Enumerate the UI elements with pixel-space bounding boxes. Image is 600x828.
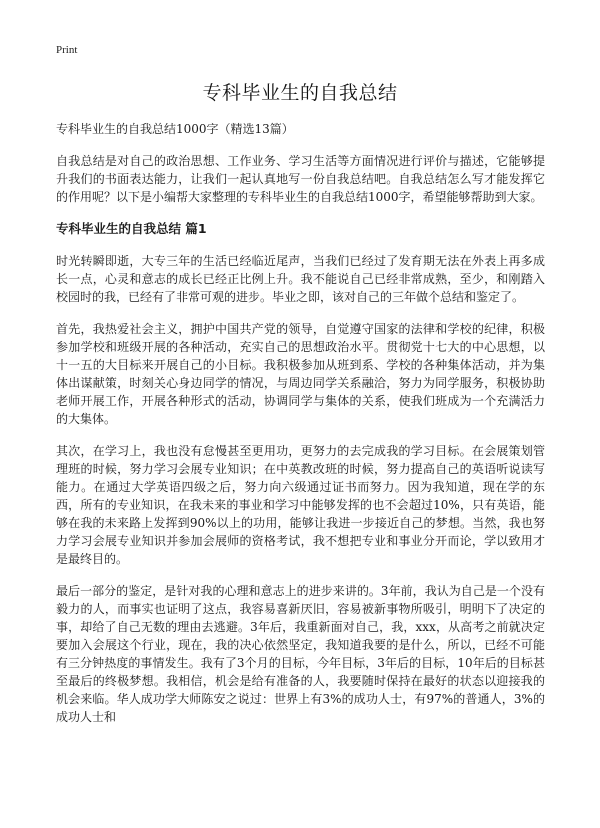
print-label[interactable]: Print (56, 44, 78, 56)
body-paragraph-3: 其次，在学习上，我也没有怠慢甚至更用功，更努力的去完成我的学习目标。在会展策划管理班的时候，努力学习会展专业知识；在中英教改班的时候，努力提高自己的英语听说读写能力。在通过大学英语四级之后，努力向六级通过证书而努力。因为我知道，现在学的东西，所有的专业知识，在我未来的事业和学习中能够发挥的也不会超过10%，只有英语，能够在我的未来路上发挥到90%以上的功用，能够让我进一步接近自己的梦想。当然，我也努力学习会展专业知识并参加会展师的资格考试，我不想把专业和事业分开而论，学以致用才是最终目的。 (56, 444, 545, 566)
document-body (56, 120, 545, 740)
document-subtitle: 专科毕业生的自我总结1000字（精选13篇） (56, 122, 294, 136)
section-heading: 专科毕业生的自我总结 篇1 (56, 221, 207, 236)
document-title: 专科毕业生的自我总结 (202, 82, 398, 104)
intro-paragraph: 自我总结是对自己的政治思想、工作业务、学习生活等方面情况进行评价与描述，它能够提升我们的书面表达能力，让我们一起认真地写一份自我总结吧。自我总结怎么写才能发挥它的作用呢？以下是小编帮大家整理的专科毕业生的自我总结1000字，希望能够帮助到大家。 (56, 154, 545, 204)
body-paragraph-1: 时光转瞬即逝，大专三年的生活已经临近尾声，当我们已经过了发育期无法在外表上再多成长一点，心灵和意志的成长已经正比例上升。我不能说自己已经非常成熟，至少，和刚踏入校园时的我，已经有了非常可观的进步。毕业之即，该对自己的三年做个总结和鉴定了。 (56, 254, 545, 304)
body-paragraph-2: 首先，我热爱社会主义，拥护中国共产党的领导，自觉遵守国家的法律和学校的纪律，积极参加学校和班级开展的各种活动，充实自己的思想政治水平。贯彻党十七大的中心思想，以十一五的大目标来开展自己的小目标。我积极参加从班到系、学校的各种集体活动，并为集体出谋献策，时刻关心身边同学的情况，与周边同学关系融洽，努力为同学服务，积极协助老师开展工作，开展各种形式的活动，协调同学与集体的关系，使我们班成为一个充满活力的大集体。 (56, 322, 545, 426)
body-paragraph-4: 最后一部分的鉴定，是针对我的心理和意志上的进步来讲的。3年前，我认为自己是一个没有毅力的人，而事实也证明了这点，我容易喜新厌旧，容易被新事物所吸引，明明下了决定的事，却给了自己无数的理由去逃避。3年后，我重新面对自己，我，xxx，从高考之前就决定要加入会展这个行业，现在，我的决心依然坚定，我知道我要的是什么，所以，已经不可能有三分钟热度的事情发生。我有了3个月的目标，今年目标，3年后的目标，10年后的目标甚至最后的终极梦想。我相信，机会是给有准备的人，我要随时保持在最好的状态以迎接我的机会来临。华人成功学大师陈安之说过：世界上有3%的成功人士，有97%的普通人，3%的成功人士和 (56, 584, 545, 724)
